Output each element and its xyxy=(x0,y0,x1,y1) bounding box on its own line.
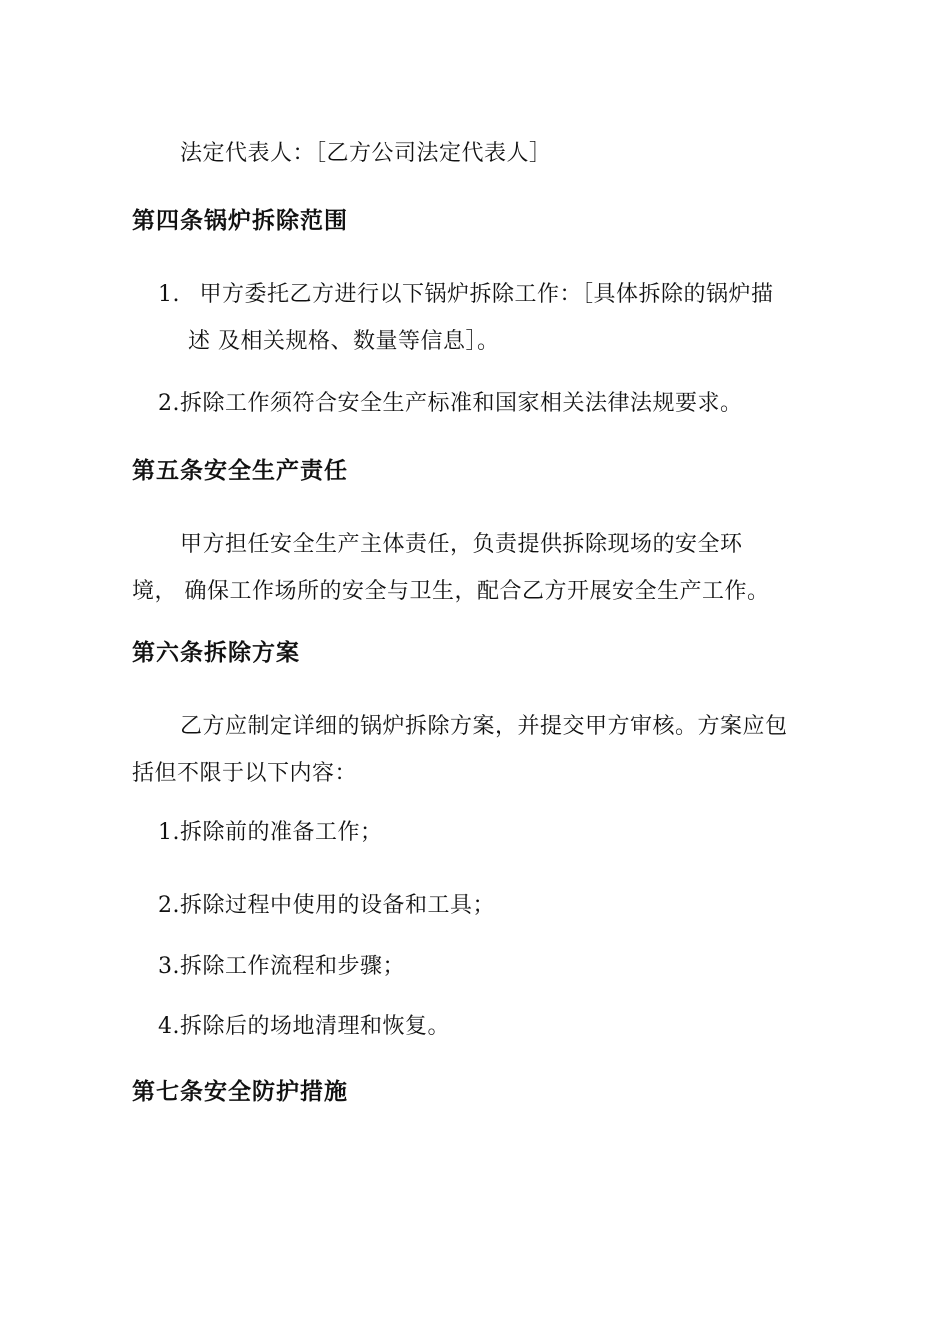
list-item-text: 甲方委托乙方进行以下锅炉拆除工作：［具体拆除的锅炉描 xyxy=(199,282,774,307)
article-6-paragraph-line-1: 乙方应制定详细的锅炉拆除方案，并提交甲方审核。方案应包 xyxy=(180,714,788,739)
list-number: 1. xyxy=(158,282,180,307)
article-6-item-3 xyxy=(158,952,405,982)
article-6-item-1 xyxy=(158,818,383,848)
list-number: 2. xyxy=(158,391,180,416)
article-4-item-1-line-2: 述 及相关规格、数量等信息］。 xyxy=(188,329,500,354)
list-number: 2. xyxy=(158,893,180,918)
article-7-heading: 第七条安全防护措施 xyxy=(132,1079,348,1105)
list-number: 1. xyxy=(158,820,180,845)
article-4-item-1-line-1 xyxy=(158,280,774,310)
list-item-text: 拆除前的准备工作； xyxy=(180,820,383,845)
article-6-item-2 xyxy=(158,891,495,921)
list-item-text: 拆除工作流程和步骤； xyxy=(180,954,406,979)
article-5-paragraph-line-2: 境， 确保工作场所的安全与卫生，配合乙方开展安全生产工作。 xyxy=(132,579,770,604)
list-number: 3. xyxy=(158,954,180,979)
list-item-text: 拆除过程中使用的设备和工具； xyxy=(180,893,496,918)
article-6-item-4 xyxy=(158,1012,450,1042)
list-item-text: 拆除后的场地清理和恢复。 xyxy=(180,1014,451,1039)
list-number: 4. xyxy=(158,1014,180,1039)
article-4-heading: 第四条锅炉拆除范围 xyxy=(132,208,348,234)
article-6-paragraph-line-2: 括但不限于以下内容： xyxy=(132,761,358,786)
article-6-heading: 第六条拆除方案 xyxy=(132,640,300,666)
article-4-item-2 xyxy=(158,389,743,419)
list-item-text: 拆除工作须符合安全生产标准和国家相关法律法规要求。 xyxy=(180,391,743,416)
article-5-paragraph-line-1: 甲方担任安全生产主体责任，负责提供拆除现场的安全环 xyxy=(180,532,743,557)
article-5-heading: 第五条安全生产责任 xyxy=(132,458,348,484)
legal-representative-line: 法定代表人：［乙方公司法定代表人］ xyxy=(180,141,552,166)
